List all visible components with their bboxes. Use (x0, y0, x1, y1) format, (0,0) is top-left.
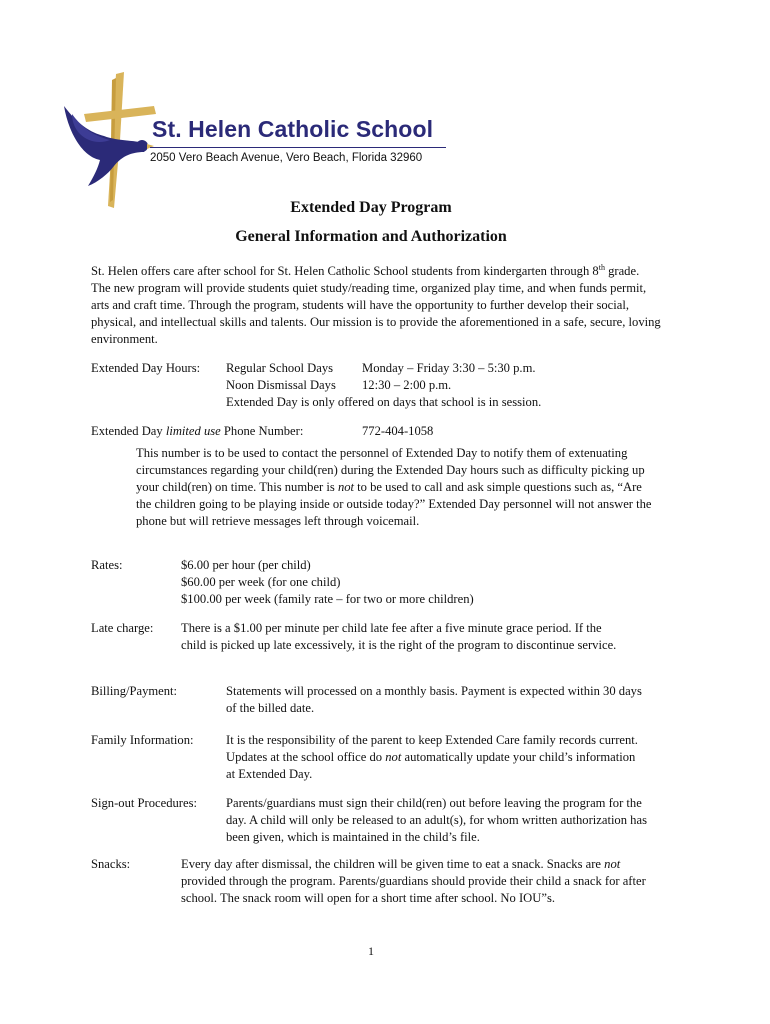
phone-label-post: Phone Number: (220, 424, 304, 438)
intro-paragraph (91, 263, 661, 348)
late-charge-text: There is a $1.00 per minute per child late fee after a five minute grace period. If the child is picked up late excessively, it is the right of the program to discontinue service. (181, 621, 617, 652)
document-subtitle: General Information and Authorization (235, 228, 507, 245)
phone-label-em: limited use (165, 424, 221, 438)
phone-desc-part1: This number is to be used to contact the personnel of Extended Day to notify them of extenuating circumstances regarding your child(ren) during the Extended Day hours such as difficulty picking up your child(ren) on time. This number is (136, 446, 645, 494)
billing-text: Statements will processed on a monthly basis. Payment is expected within 30 days of the billed date. (226, 684, 642, 715)
hours-table (226, 360, 541, 411)
school-name: St. Helen Catholic School (152, 116, 434, 142)
snacks-text-em: not (604, 857, 621, 871)
intro-text-part1: St. Helen offers care after school for St. Helen Catholic School students from kindergarten through 8 (91, 264, 599, 278)
rate-family: $100.00 per week (family rate – for two or more children) (181, 592, 474, 606)
hours-row-noon (226, 377, 541, 394)
rate-weekly: $60.00 per week (for one child) (181, 575, 341, 589)
phone-description (136, 445, 656, 530)
hours-note: Extended Day is only offered on days that school is in session. (226, 395, 542, 409)
phone-label (91, 423, 303, 440)
page-number: 1 (368, 944, 374, 958)
intro-sup: th (598, 262, 605, 272)
school-address: 2050 Vero Beach Avenue, Vero Beach, Florida 32960 (150, 152, 423, 164)
family-text-em: not (385, 750, 402, 764)
billing-label: Billing/Payment: (91, 684, 178, 698)
snacks-text (181, 856, 651, 907)
hours-noon-time: 12:30 – 2:00 p.m. (362, 378, 452, 392)
snacks-text-part1: Every day after dismissal, the children will be given time to eat a snack. Snacks are (181, 857, 605, 871)
hours-noon-label: Noon Dismissal Days (226, 378, 336, 392)
rates-list (181, 557, 661, 608)
hours-label: Extended Day Hours: (91, 361, 201, 375)
rates-label: Rates: (91, 558, 123, 572)
document-title: Extended Day Program (290, 199, 452, 216)
late-charge-label: Late charge: (91, 621, 154, 635)
signout-text: Parents/guardians must sign their child(ren) out before leaving the program for the day. A child will only be released to an adult(s), for whom written authorization has been given, which is maintained in the child’s file. (226, 796, 647, 844)
hours-regular-label: Regular School Days (226, 361, 334, 375)
family-info-label: Family Information: (91, 733, 194, 747)
family-info-text (226, 732, 641, 783)
hours-row-regular (226, 360, 541, 377)
header-divider (150, 147, 446, 148)
signout-label: Sign-out Procedures: (91, 796, 197, 810)
hours-regular-time: Monday – Friday 3:30 – 5:30 p.m. (362, 361, 536, 375)
phone-number: 772-404-1058 (362, 424, 434, 438)
snacks-text-part2: provided through the program. Parents/guardians should provide their child a snack for after school. The snack room will open for a short time after school. No IOU”s. (181, 874, 646, 905)
phone-desc-em: not (337, 480, 355, 494)
snacks-label: Snacks: (91, 857, 131, 871)
rate-hourly: $6.00 per hour (per child) (181, 558, 311, 572)
family-text-part2: automatically update your child’s information at Extended Day. (226, 750, 636, 781)
intro-text-part2: grade. The new program will provide students quiet study/reading time, organized play time, and when funds permit, arts and craft time. Through the program, students will have the opportunity to further develop their social, physical, and intellectual skills and talents. Our mission is to provide the aforementioned in a safe, secure, loving environment. (91, 264, 661, 346)
phone-label-pre: Extended Day (91, 424, 166, 438)
family-text-part1: It is the responsibility of the parent to keep Extended Care family records current. Updates at the school office do (226, 733, 638, 764)
phone-desc-part2: to be used to call and ask simple questions such as, “Are the children going to be playing inside or outside today?” Extended Day personnel will not answer the phone but will retrieve messages left through voicemail. (136, 480, 652, 528)
